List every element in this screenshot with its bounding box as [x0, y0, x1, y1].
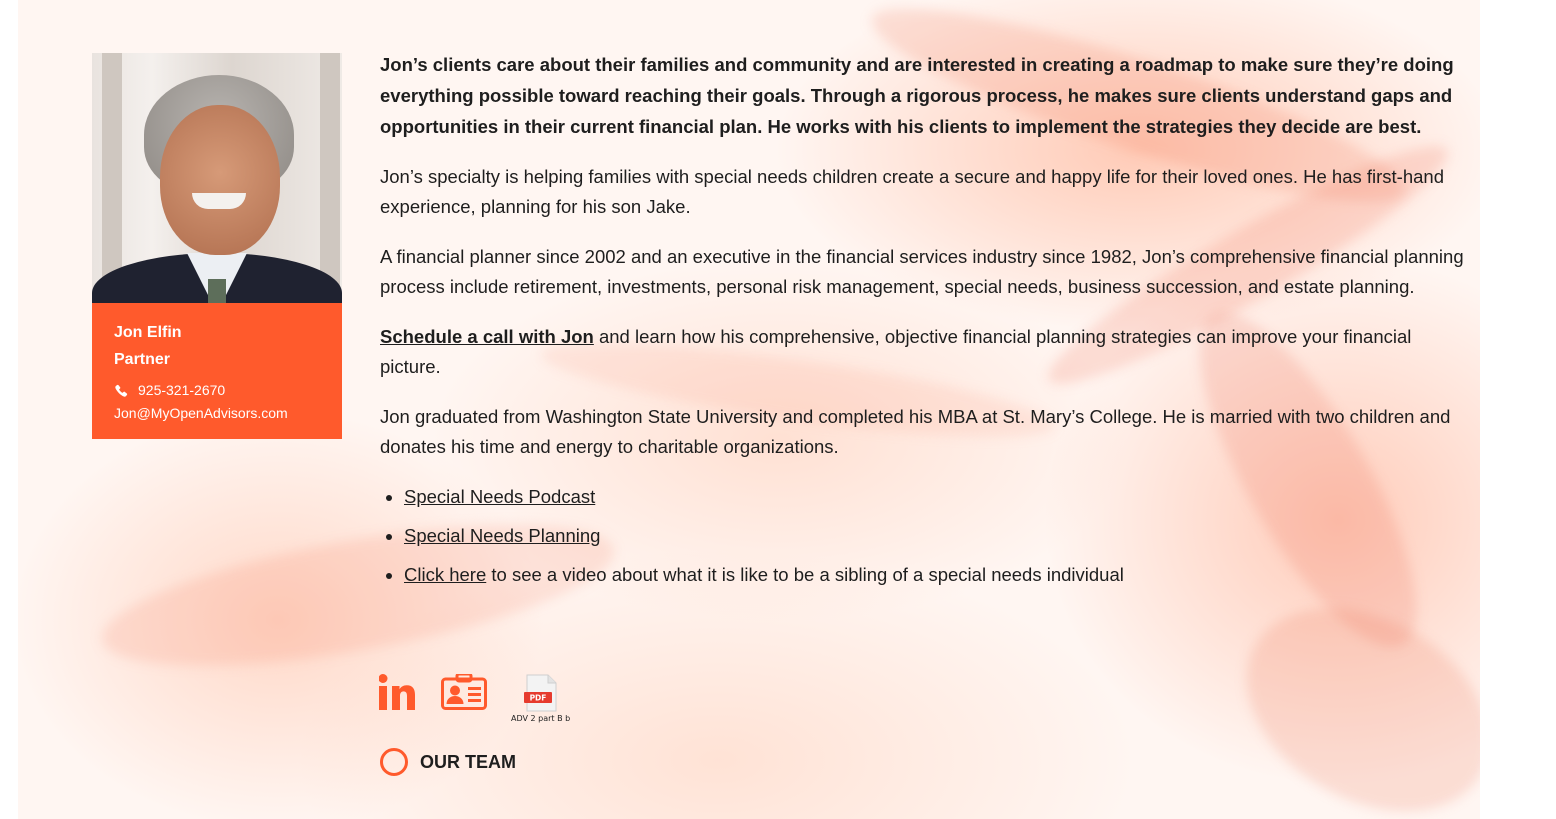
profile-title: Partner [114, 351, 171, 368]
video-link[interactable]: Click here [404, 564, 487, 585]
circle-icon [380, 748, 408, 776]
linkedin-icon[interactable] [379, 674, 419, 710]
email-link[interactable]: Jon@MyOpenAdvisors.com [114, 405, 288, 421]
pdf-icon[interactable] [523, 674, 559, 712]
bio-schedule [380, 322, 1470, 382]
special-needs-planning-link[interactable]: Special Needs Planning [404, 525, 601, 546]
resource-links [380, 482, 1470, 590]
list-item [404, 521, 1470, 551]
pdf-caption: ADV 2 part B b [511, 714, 571, 723]
phone-icon [114, 384, 128, 398]
profile-photo [92, 53, 342, 303]
schedule-call-link[interactable]: Schedule a call with Jon [380, 326, 594, 347]
profile-card [92, 53, 342, 439]
pdf-badge: PDF [529, 693, 547, 703]
bio-content [380, 49, 1470, 599]
bio-lead: Jon’s clients care about their families and community and are interested in creating a roadmap to make sure they’re doing everything possible toward reaching their goals. Through a rigorous process, he makes sure clients understand gaps and opportunities in their current financial plan. He works with his clients to implement the strategies they decide are best. [380, 54, 1454, 137]
list-item [404, 482, 1470, 512]
our-team-label[interactable]: OUR TEAM [420, 751, 516, 772]
schedule-text: and learn how his comprehensive, objective financial planning strategies can improve your financial picture. [380, 326, 1412, 377]
video-link-suffix: to see a video about what it is like to be a sibling of a special needs individual [486, 564, 1124, 585]
phone-row[interactable] [114, 379, 320, 402]
profile-info [92, 303, 342, 439]
contact-card-icon[interactable] [441, 674, 487, 710]
bio-experience: A financial planner since 2002 and an executive in the financial services industry since 1982, Jon’s comprehensive financial planning process include retirement, investments, personal risk management, special needs, business succession, and estate planning. [380, 246, 1464, 297]
bio-education: Jon graduated from Washington State University and completed his MBA at St. Mary’s College. He is married with two children and donates his time and energy to charitable organizations. [380, 406, 1451, 457]
special-needs-podcast-link[interactable]: Special Needs Podcast [404, 486, 596, 507]
list-item [404, 560, 1470, 590]
profile-name: Jon Elfin [114, 324, 182, 341]
phone-number[interactable]: 925-321-2670 [138, 382, 226, 398]
social-icons [379, 674, 570, 723]
pdf-download[interactable] [511, 674, 570, 723]
bio-specialty: Jon’s specialty is helping families with special needs children create a secure and happy life for their loved ones. He has first-hand experience, planning for his son Jake. [380, 166, 1444, 217]
our-team-link[interactable] [380, 748, 516, 776]
